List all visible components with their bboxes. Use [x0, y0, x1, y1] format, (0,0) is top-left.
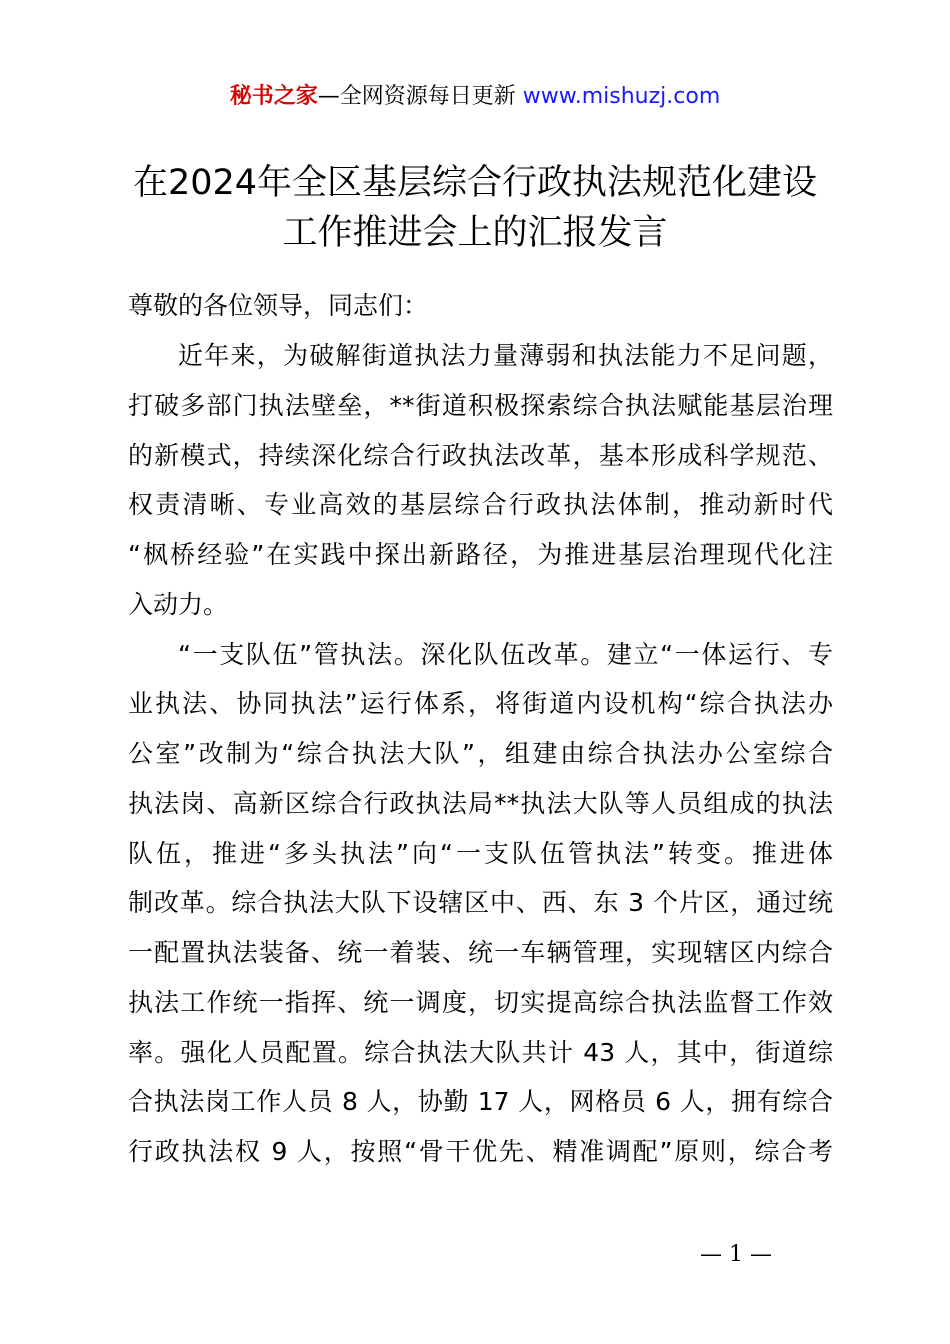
site-url-link[interactable]: www.mishuzj.com [522, 84, 721, 109]
body-line: “一支队伍”管执法。深化队伍改革。建立“一体运行、专 [178, 640, 833, 669]
body-line: 公室”改制为“综合执法大队”，组建由综合执法办公室综合 [128, 739, 833, 768]
body-line: 队伍，推进“多头执法”向“一支队伍管执法”转变。推进体 [128, 839, 833, 868]
body-line: 合执法岗工作人员 8 人，协勤 17 人，网格员 6 人，拥有综合 [128, 1087, 833, 1116]
site-tagline: —全网资源每日更新 [317, 84, 516, 109]
body-line: 行政执法权 9 人，按照“骨干优先、精准调配”原则，综合考 [128, 1137, 833, 1166]
salutation: 尊敬的各位领导，同志们： [128, 291, 429, 320]
body-line: 打破多部门执法壁垒，**街道积极探索综合执法赋能基层治理 [128, 391, 833, 420]
body-line: 一配置执法装备、统一着装、统一车辆管理，实现辖区内综合 [128, 938, 833, 967]
document-title-line-1: 在2024年全区基层综合行政执法规范化建设 [132, 163, 818, 203]
body-line: 率。强化人员配置。综合执法大队共计 43 人，其中，街道综 [128, 1038, 833, 1067]
site-header [0, 82, 950, 112]
page-number: — 1 — [700, 1242, 772, 1267]
body-line: 的新模式，持续深化综合行政执法改革，基本形成科学规范、 [128, 441, 833, 470]
body-line: “枫桥经验”在实践中探出新路径，为推进基层治理现代化注 [128, 540, 833, 569]
body-line: 权责清晰、专业高效的基层综合行政执法体制，推动新时代 [128, 490, 833, 519]
body-line: 业执法、协同执法”运行体系，将街道内设机构“综合执法办 [128, 689, 833, 718]
body-line: 入动力。 [128, 590, 229, 619]
body-line: 执法岗、高新区综合行政执法局**执法大队等人员组成的执法 [128, 789, 833, 818]
site-brand: 秘书之家 [229, 84, 318, 109]
body-line: 制改革。综合执法大队下设辖区中、西、东 3 个片区，通过统 [128, 888, 833, 917]
body-line: 执法工作统一指挥、统一调度，切实提高综合执法监督工作效 [128, 988, 833, 1017]
body-line: 近年来，为破解街道执法力量薄弱和执法能力不足问题， [178, 341, 833, 370]
document-title-line-2: 工作推进会上的汇报发言 [282, 213, 668, 253]
